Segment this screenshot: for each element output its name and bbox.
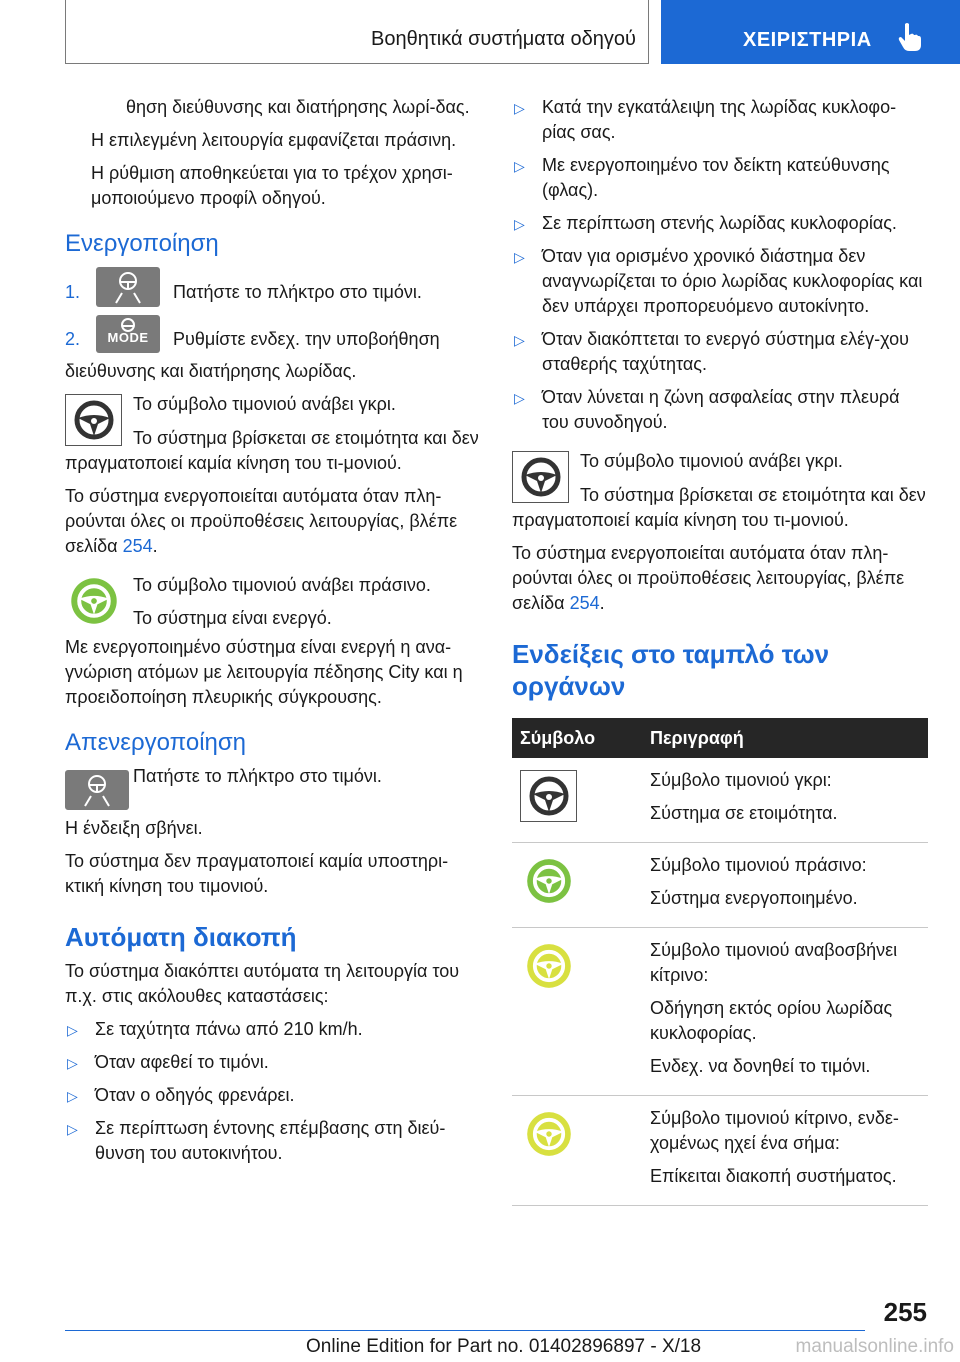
description-cell [642,758,928,843]
watermark-site: manualsonline.info [795,1336,954,1357]
steering-wheel-green-icon [65,575,122,627]
symbol-gray-block [65,392,483,454]
table-row [512,843,928,928]
symbol-cell [512,843,642,928]
cell-text: Επίκειται διακοπή συστήματος. [650,1166,897,1186]
list-item [65,1116,483,1166]
page-link[interactable]: 254 [122,536,153,556]
list-item-text: Όταν διακόπτεται το ενεργό σύστημα ελέγ-χου σταθερής ταχύτητας. [542,329,909,374]
heading-indicators: Ενδείξεις στο ταμπλό των οργάνων [512,639,830,701]
list-item [512,153,928,203]
table-header-row [512,718,928,758]
paragraph: Το σύστημα βρίσκεται σε ετοιμότητα και δεν πραγματοποιεί καμία κίνηση του τι-μονιού. [65,428,479,473]
paragraph: Το σύστημα διακόπτει αυτόματα τη λειτουργία του π.χ. στις ακόλουθες καταστάσεις: [65,961,460,1006]
list-item-text: Κατά την εγκατάλειψη της λωρίδας κυκλοφο-ρίας σας. [542,97,897,142]
description-cell [642,1096,928,1206]
symbol-cell [512,1096,642,1206]
list-item [512,327,928,377]
deactivate-step [65,764,483,814]
column-header-description: Περιγραφή [642,718,928,758]
list-item-text: Όταν ο οδηγός φρενάρει. [95,1085,295,1105]
text: Το σύστημα ενεργοποιείται αυτόματα όταν πλη-ρούνται όλες οι προϋποθέσεις λειτουργίας, βλέπε σελίδα [512,543,905,613]
description-cell [642,843,928,928]
mode-button-icon [96,315,160,353]
page-number: 255 [883,1297,927,1327]
cell-text: Ενδεχ. να δονηθεί το τιμόνι. [650,1056,871,1076]
paragraph: Με ενεργοποιημένο σύστημα είναι ενεργή η ανα-γνώριση ατόμων με λειτουργία πέδησης City και η προειδοποίηση πλευρικής σύγκρουσης. [65,637,463,707]
symbol-cell [512,928,642,1096]
heading-auto-stop: Αυτόματη διακοπή [65,922,297,952]
paragraph: Το σύμβολο τιμονιού ανάβει γκρι. [580,451,843,471]
list-item [512,244,928,319]
list-item-text: Σε περίπτωση έντονης επέμβασης στη διεύ-θυνση του αυτοκινήτου. [95,1118,446,1163]
triangle-bullet-icon: ▷ [514,216,525,232]
list-item [512,95,928,145]
column-header-symbol: Σύμβολο [512,718,642,758]
paragraph: Το σύμβολο τιμονιού ανάβει πράσινο. [133,575,431,595]
steering-wheel-yellow-sound-icon [520,1108,577,1160]
triangle-bullet-icon: ▷ [514,249,525,265]
heading-activate: Ενεργοποίηση [65,230,219,257]
triangle-bullet-icon: ▷ [514,390,525,406]
paragraph: Το σύστημα βρίσκεται σε ετοιμότητα και δεν πραγματοποιεί καμία κίνηση του τι-μονιού. [512,485,926,530]
symbol-gray-block [512,449,928,511]
paragraph: Η επιλεγμένη λειτουργία εμφανίζεται πράσινη. [91,130,457,150]
step-number: 1. [65,281,81,302]
hand-pointer-icon [897,22,923,57]
list-item-text: Σε ταχύτητα πάνω από 210 km/h. [95,1019,363,1039]
text: Το σύστημα ενεργοποιείται αυτόματα όταν πλη-ρούνται όλες οι προϋποθέσεις λειτουργίας, βλέπε σελίδα [65,486,458,556]
symbol-green-block [65,573,483,635]
steering-wheel-gray-icon [512,451,569,503]
list-item-text: Όταν λύνεται η ζώνη ασφαλείας στην πλευρά του συνοδηγού. [542,387,900,432]
paragraph-auto-activate [65,484,483,559]
list-item-text: Με ενεργοποιημένο τον δείκτη κατεύθυνσης (φλας). [542,155,890,200]
triangle-bullet-icon: ▷ [67,1121,78,1137]
header-section-box [65,0,649,64]
lane-assist-button-icon [96,267,160,307]
steering-wheel-green-icon [520,855,577,907]
paragraph: θηση διεύθυνσης και διατήρησης λωρί-δας. [126,97,470,117]
triangle-bullet-icon: ▷ [67,1022,78,1038]
cell-text: Σύμβολο τιμονιού πράσινο: [650,855,867,875]
indicators-table [512,718,928,1206]
lane-assist-button-icon [65,770,129,810]
steering-wheel-yellow-blinking-icon [520,940,577,992]
list-item [512,211,928,236]
paragraph: Η ρύθμιση αποθηκεύεται για το τρέχον χρησι-μοποιούμενο προφίλ οδηγού. [91,163,453,208]
paragraph-auto-activate [512,541,928,616]
list-item [65,1050,483,1075]
triangle-bullet-icon: ▷ [67,1055,78,1071]
paragraph: Η ένδειξη σβήνει. [65,818,203,838]
heading-deactivate: Απενεργοποίηση [65,729,247,756]
cell-text: Σύμβολο τιμονιού κίτρινο, ενδε-χομένως ηχεί ένα σήμα: [650,1108,899,1153]
steering-wheel-gray-icon [65,394,122,446]
page-link[interactable]: 254 [569,593,600,613]
list-item-text: Όταν αφεθεί το τιμόνι. [95,1052,269,1072]
step-1 [65,273,483,313]
list-item [65,1083,483,1108]
cell-text: Σύμβολο τιμονιού γκρι: [650,770,832,790]
mode-label: MODE [107,330,149,345]
cell-text: Σύστημα σε ετοιμότητα. [650,803,838,823]
footer-divider [65,1330,865,1331]
step-text: Ρυθμίστε ενδεχ. την υποβοήθηση διεύθυνσης και διατήρησης λωρίδας. [65,328,440,381]
cell-text: Σύμβολο τιμονιού αναβοσβήνει κίτρινο: [650,940,898,985]
step-number: 2. [65,328,81,349]
controls-tab[interactable] [661,0,960,64]
paragraph: Το σύστημα είναι ενεργό. [133,608,332,628]
list-item [512,385,928,435]
table-row [512,928,928,1096]
controls-tab-label: ΧΕΙΡΙΣΤΗΡΙΑ [743,29,872,51]
description-cell [642,928,928,1096]
list-item-text: Σε περίπτωση στενής λωρίδας κυκλοφορίας. [542,213,897,233]
triangle-bullet-icon: ▷ [514,332,525,348]
table-row [512,758,928,843]
cell-text: Οδήγηση εκτός ορίου λωρίδας κυκλοφορίας. [650,998,893,1043]
right-column [512,95,928,1206]
table-row [512,1096,928,1206]
symbol-cell [512,758,642,843]
left-column [65,95,483,1174]
step-2 [65,321,483,384]
paragraph: Το σύστημα δεν πραγματοποιεί καμία υποστηρι-κτική κίνηση του τιμονιού. [65,851,449,896]
list-item-text: Όταν για ορισμένο χρονικό διάστημα δεν αναγνωρίζεται το όριο λωρίδας κυκλοφορίας και δεν υπάρχει προπορευόμενο αυτοκίνητο. [542,246,923,316]
step-text: Πατήστε το πλήκτρο στο τιμόνι. [173,281,422,302]
triangle-bullet-icon: ▷ [514,158,525,174]
edition-text: Online Edition for Part no. 01402896897 - X/18 [306,1336,702,1357]
cell-text: Σύστημα ενεργοποιημένο. [650,888,858,908]
text: . [152,536,158,556]
paragraph: Το σύμβολο τιμονιού ανάβει γκρι. [133,394,396,414]
paragraph: Πατήστε το πλήκτρο στο τιμόνι. [133,766,382,786]
list-item [65,1017,483,1042]
triangle-bullet-icon: ▷ [514,100,525,116]
triangle-bullet-icon: ▷ [67,1088,78,1104]
text: . [599,593,605,613]
section-title: Βοηθητικά συστήματα οδηγού [371,28,636,50]
steering-wheel-gray-icon [520,770,577,822]
